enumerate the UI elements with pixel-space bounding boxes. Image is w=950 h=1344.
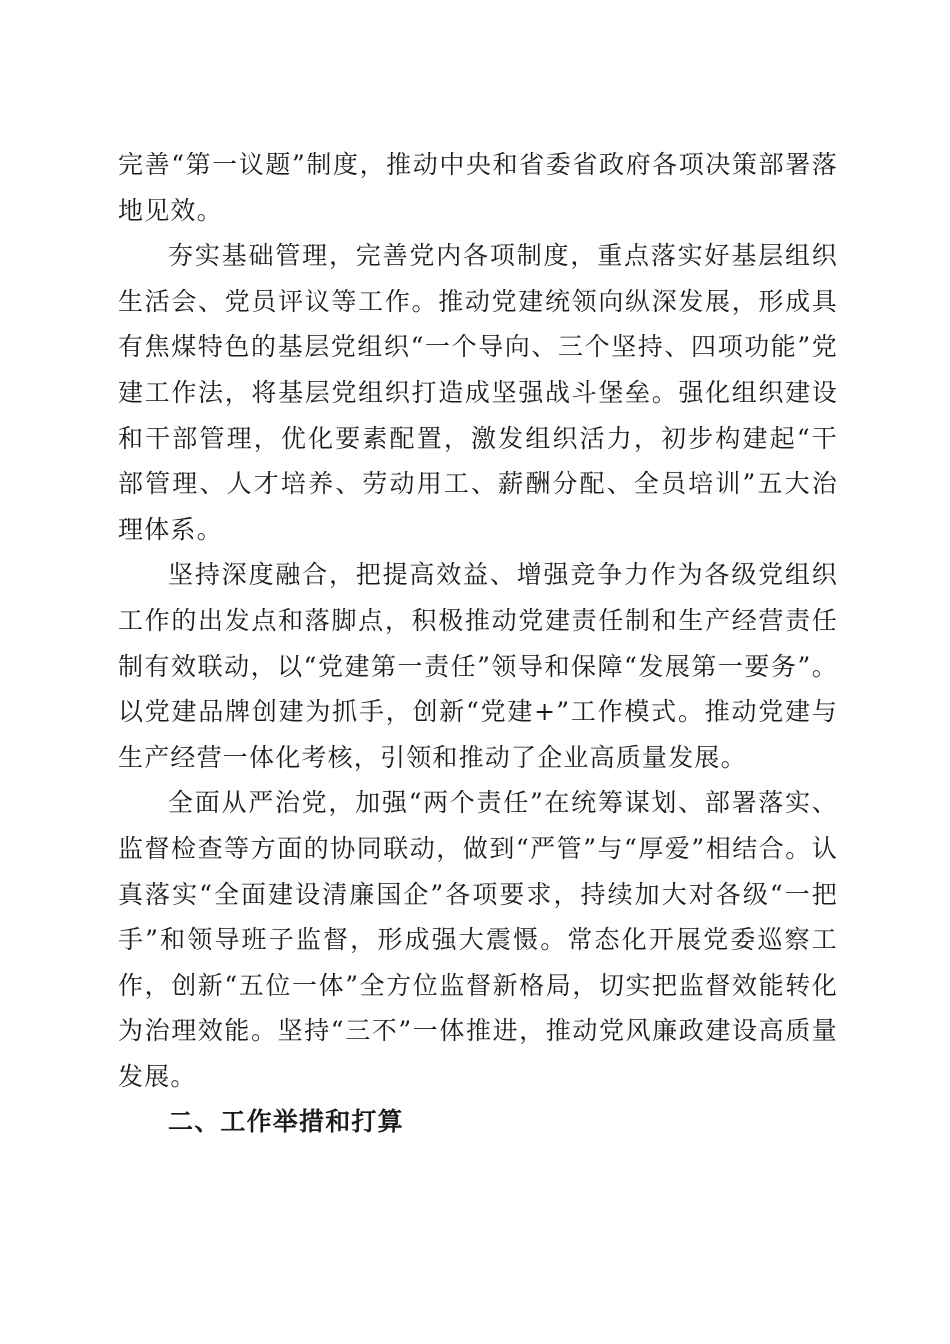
section-heading: 二、工作举措和打算 <box>168 1107 404 1137</box>
paragraph-strict-governance: 全面从严治党，加强“两个责任”在统筹谋划、部署落实、监督检查等方面的协同联动，做到“严管”与“厚爱”相结合。认真落实“全面建设清廉国企”各项要求，持续加大对各级“一把手”和领导班子监督，形成强大震慑。常态化开展党委巡察工作，创新“五位一体”全方位监督新格局，切实把监督效能转化为治理效能。坚持“三不”一体推进，推动党风廉政建设高质量发展。 <box>118 788 838 1091</box>
paragraph-foundation-management: 夯实基础管理，完善党内各项制度，重点落实好基层组织生活会、党员评议等工作。推动党建统领向纵深发展，形成具有焦煤特色的基层党组织“一个导向、三个坚持、四项功能”党建工作法，将基层党组织打造成坚强战斗堡垒。强化组织建设和干部管理，优化要素配置，激发组织活力，初步构建起“干部管理、人才培养、劳动用工、薪酬分配、全员培训”五大治理体系。 <box>118 241 838 544</box>
paragraph-continued: 完善“第一议题”制度，推动中央和省委省政府各项决策部署落地见效。 <box>118 150 838 225</box>
document-body <box>118 142 838 1145</box>
paragraph-deep-integration: 坚持深度融合，把提高效益、增强竞争力作为各级党组织工作的出发点和落脚点，积极推动党建责任制和生产经营责任制有效联动，以“党建第一责任”领导和保障“发展第一要务”。以党建品牌创建为抓手，创新“党建+”工作模式。推动党建与生产经营一体化考核，引领和推动了企业高质量发展。 <box>118 560 838 772</box>
